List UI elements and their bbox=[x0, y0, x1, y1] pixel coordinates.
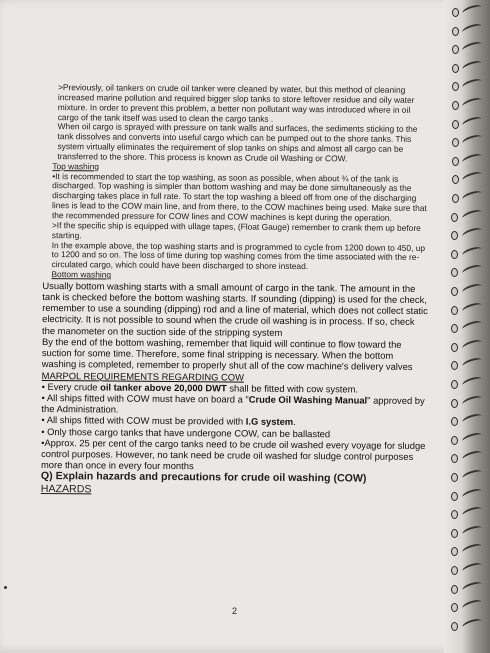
binding-hole bbox=[451, 436, 458, 445]
page-text bbox=[41, 83, 432, 498]
binding-hole bbox=[451, 622, 458, 631]
marpol-item-2-pre: • All ships fitted with COW must have on board a " bbox=[41, 391, 249, 405]
binding-hole bbox=[451, 566, 458, 575]
binding-hole bbox=[452, 8, 459, 17]
binding-hole bbox=[451, 343, 458, 352]
marpol-item-2 bbox=[41, 392, 429, 417]
ullage-tapes-paragraph: >If the specific ship is equipped with ullage tapes, (Float Gauge) remember to crank them up before starting. bbox=[51, 219, 421, 240]
binding-hole bbox=[452, 138, 459, 147]
marpol-item-3-pre: • All ships fitted with COW must be provided with bbox=[41, 414, 246, 427]
marpol-item-5: •Approx. 25 per cent of the cargo tanks need to be crude oil washed every voyage for sludge control purposes. However, no tank need be crude oil washed for sludge control purposes more than once in every four months bbox=[40, 436, 426, 472]
marpol-item-4: • Only those cargo tanks that have undergone COW, can be ballasted bbox=[41, 425, 331, 439]
binding-hole bbox=[452, 101, 459, 110]
bottom-washing-end-paragraph: By the end of the bottom washing, remember that liquid will continue to flow toward the suction for some time. Therefore, some final stripping is necessary. When the bottom washing is completed, remember to properly shut all of the cow machine's delivery valves bbox=[41, 335, 413, 373]
binding-hole bbox=[451, 529, 458, 538]
top-washing-paragraph: •It is recommended to start the top washing, as soon as possible, when about ¾ of the tank is discharged. Top washing is simpler than bottom washing and may be done simultaneously as the discharging takes place in full rate. To start the top washing a bleed off from one of the discharging lines is lead to the COW main line, and from there, to the COW machines being used. Make sure that the recommended pressure for COW lines and COW machines is kept during the operation. bbox=[51, 170, 427, 223]
binding-hole bbox=[451, 380, 458, 389]
question-heading: Q) Explain hazards and precautions for crude oil washing (COW) bbox=[40, 470, 367, 485]
binding-hole bbox=[452, 120, 459, 129]
marpol-item-3-bold: I.G system bbox=[245, 415, 294, 428]
binding-hole bbox=[451, 492, 458, 501]
page-number: 2 bbox=[232, 606, 238, 616]
hazards-heading: HAZARDS bbox=[40, 483, 92, 496]
binding-hole bbox=[451, 473, 458, 482]
intro-paragraph: >Previously, oil tankers on crude oil tanker were cleaned by water, but this method of cleaning increased marine pollution and required bigger slop tanks to store leftover residue and oily water mixture. In order to prevent this problem, a better non pollutant way was introduced where in oil cargo of the tank itself was used to clean the cargo tanks . bbox=[57, 82, 415, 124]
bottom-washing-paragraph: Usually bottom washing starts with a small amount of cargo in the tank. The amount in the tank is checked before the bottom washing starts. If sounding (dipping) is used for the check, remember to use a sounding (dipping) rod and a line of material, which does not collect static electricity. It is not possible to sound when the crude oil washing is in process. If so, check the manometer on the suction side of the stripping system bbox=[42, 279, 428, 338]
binding-hole bbox=[452, 157, 459, 166]
binding-hole bbox=[451, 399, 458, 408]
marpol-item-2-post: " approved by the Administration. bbox=[41, 394, 425, 415]
cow-definition-paragraph: When oil cargo is sprayed with pressure on tank walls and surfaces, the sediments sticking to the tank dissolves and converts into useful cargo which can be pumped out to the shore tanks. This system virtually eliminates the requirement of slop tanks on ships and almost all cargo can be transferred to the shore. This process is known as Crude oil Washing or COW. bbox=[57, 121, 418, 164]
marpol-heading: MARPOL REQUIREMENTS REGARDING COW bbox=[41, 369, 245, 383]
binding-hole bbox=[452, 64, 459, 73]
punch-mark bbox=[4, 586, 7, 589]
top-washing-example-paragraph: In the example above, the top washing starts and is programmed to cycle from 1200 down to 450, up to 1200 and so on. The loss of time during top washing comes from the time associated with the re-circulated cargo, which could have been discharged to shore instead. bbox=[51, 239, 426, 272]
marpol-item-2-bold: Crude Oil Washing Manual bbox=[248, 393, 368, 406]
bottom-washing-heading: Bottom washing bbox=[51, 269, 112, 280]
marpol-item-1-bold: oil tanker above 20,000 DWT bbox=[100, 381, 227, 394]
top-washing-heading: Top washing bbox=[52, 160, 99, 172]
binding-hole bbox=[452, 194, 459, 203]
binding-hole bbox=[452, 175, 459, 184]
binding-hole bbox=[452, 45, 459, 54]
marpol-item-1-pre: • Every crude bbox=[41, 380, 101, 393]
binding-hole bbox=[451, 306, 458, 315]
binding-hole bbox=[451, 585, 458, 594]
marpol-item-3-post: . bbox=[293, 416, 296, 428]
binding-hole bbox=[452, 27, 459, 36]
marpol-item-1-post: shall be fitted with cow system. bbox=[226, 382, 359, 395]
